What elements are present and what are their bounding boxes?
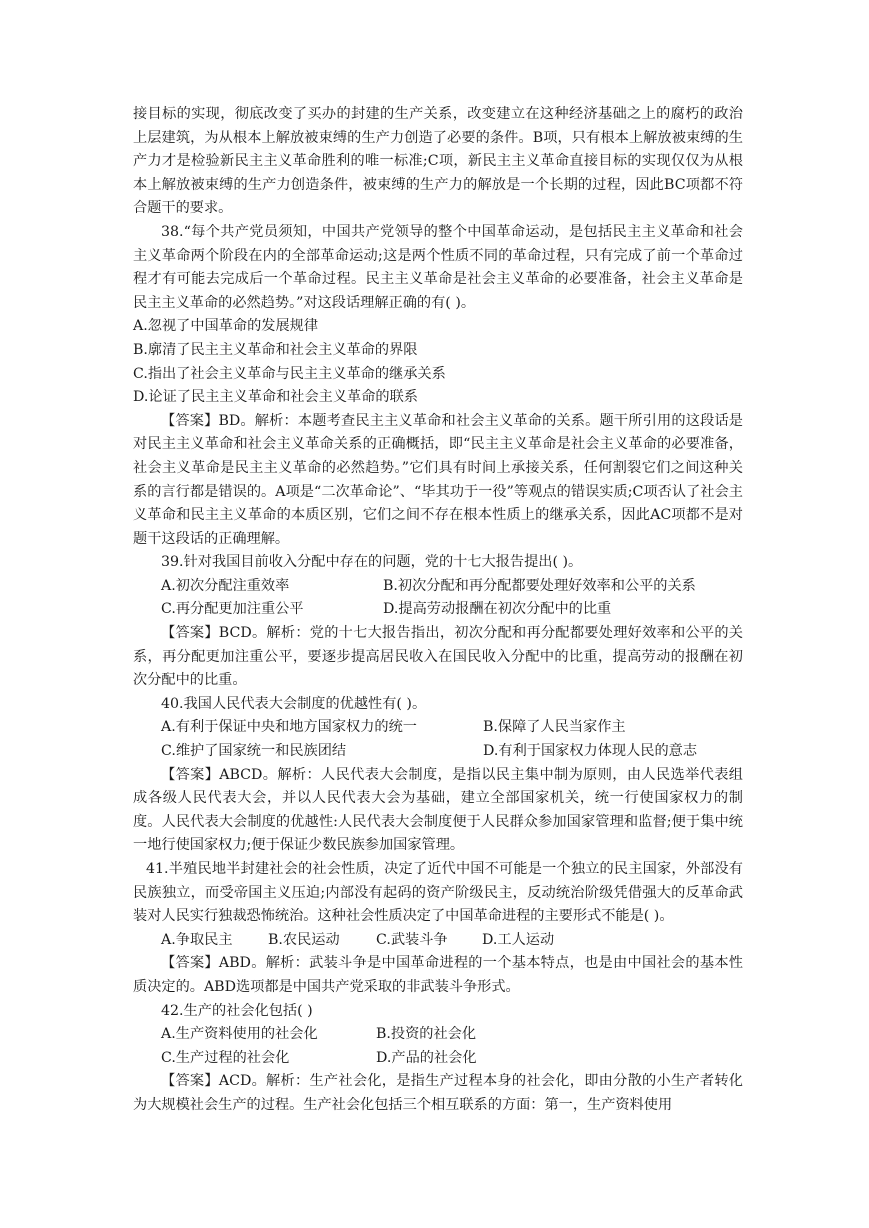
option-item: A.生产资料使用的社会化: [161, 1026, 318, 1043]
option-row: [133, 716, 743, 740]
paragraph: 41.半殖民地半封建社会的社会性质，决定了近代中国不可能是一个独立的民主国家，外部没有民族独立，而受帝国主义压迫;内部没有起码的资产阶级民主，反动统治阶级凭借强大的反革命武装对人民实行独裁恐怖统治。这种社会性质决定了中国革命进程的主要形式不能是( )。: [133, 861, 743, 925]
option-item: B.初次分配和再分配都要处理好效率和公平的关系: [383, 577, 696, 594]
option-item: A.初次分配注重效率: [161, 577, 290, 594]
paragraph: 40.我国人民代表大会制度的优越性有( )。: [161, 695, 427, 712]
option-row: [133, 598, 743, 622]
answer-paragraph: 【答案】ACD。解析：生产社会化，是指生产过程本身的社会化，即由分散的小生产者转化为大规模社会生产的过程。生产社会化包括三个相互联系的方面：第一，生产资料使用: [133, 1073, 743, 1113]
document-page: [133, 103, 743, 1118]
option-item: D.工人运动: [482, 931, 555, 948]
option-item: D.有利于国家权力体现人民的意志: [483, 743, 698, 760]
paragraph: 接目标的实现，彻底改变了买办的封建的生产关系，改变建立在这种经济基础之上的腐朽的政治上层建筑，为从根本上解放被束缚的生产力创造了必要的条件。B项，只有根本上解放被束缚的生产力才是检验新民主主义革命胜利的唯一标准;C项，新民主主义革命直接目标的实现仅仅为从根本上解放被束缚的生产力创造条件，被束缚的生产力的解放是一个长期的过程，因此BC项都不符合题干的要求。: [133, 106, 743, 217]
option-row: [133, 740, 743, 764]
option-item: B.投资的社会化: [376, 1026, 477, 1043]
option-row: [133, 575, 743, 599]
paragraph: 42.生产的社会化包括( ): [161, 1002, 313, 1019]
option-item: B.农民运动: [268, 931, 340, 948]
option-item: C.再分配更加注重公平: [161, 601, 304, 618]
answer-paragraph: 【答案】BD。解析：本题考查民主主义革命和社会主义革命的关系。题干所引用的这段话是对民主主义革命和社会主义革命关系的正确概括，即“民主主义革命是社会主义革命的必要准备，社会主义革命是民主主义革命的必然趋势。”它们具有时间上承接关系，任何割裂它们之间这种关系的言行都是错误的。A项是“二次革命论”、“毕其功于一役”等观点的错误实质;C项否认了社会主义革命和民主主义革命的本质区别，它们之间不存在根本性质上的继承关系，因此AC项都不是对题干这段话的正确理解。: [133, 412, 743, 547]
option-item: A.争取民主: [161, 931, 233, 948]
option-item: C.维护了国家统一和民族团结: [161, 743, 347, 760]
option-item: B.保障了人民当家作主: [483, 719, 626, 736]
option-item: C.生产过程的社会化: [161, 1049, 290, 1066]
answer-paragraph: 【答案】ABD。解析：武装斗争是中国革命进程的一个基本特点，也是由中国社会的基本性质决定的。ABD选项都是中国共产党采取的非武装斗争形式。: [133, 955, 743, 995]
option-item: C.指出了社会主义革命与民主主义革命的继承关系: [133, 365, 446, 382]
option-row: [133, 929, 743, 953]
option-item: D.论证了民主主义革命和社会主义革命的联系: [133, 389, 418, 406]
paragraph: 38.“每个共产党员须知，中国共产党领导的整个中国革命运动，是包括民主主义革命和社会主义革命两个阶段在内的全部革命运动;这是两个性质不同的革命过程，只有完成了前一个革命过程才有可能去完成后一个革命过程。民主主义革命是社会主义革命的必要准备，社会主义革命是民主主义革命的必然趋势。”对这段话理解正确的有( )。: [133, 223, 743, 311]
option-row: [133, 1047, 743, 1071]
paragraph: 39.针对我国目前收入分配中存在的问题，党的十七大报告提出( )。: [161, 554, 583, 571]
option-item: D.提高劳动报酬在初次分配中的比重: [383, 601, 612, 618]
option-item: A.忽视了中国革命的发展规律: [133, 318, 319, 335]
option-item: C.武装斗争: [376, 931, 448, 948]
answer-paragraph: 【答案】BCD。解析：党的十七大报告指出，初次分配和再分配都要处理好效率和公平的关系，再分配更加注重公平，要逐步提高居民收入在国民收入分配中的比重，提高劳动的报酬在初次分配中的比重。: [133, 625, 743, 689]
option-row: [133, 1023, 743, 1047]
option-item: A.有利于保证中央和地方国家权力的统一: [161, 719, 417, 736]
option-item: B.廓清了民主主义革命和社会主义革命的界限: [133, 341, 418, 358]
answer-paragraph: 【答案】ABCD。解析：人民代表大会制度，是指以民主集中制为原则，由人民选举代表组成各级人民代表大会，并以人民代表大会为基础，建立全部国家机关，统一行使国家权力的制度。人民代表大会制度的优越性:人民代表大会制度便于人民群众参加国家管理和监督;便于集中统一地行使国家权力;便于保证少数民族参加国家管理。: [133, 766, 743, 854]
option-item: D.产品的社会化: [376, 1049, 477, 1066]
